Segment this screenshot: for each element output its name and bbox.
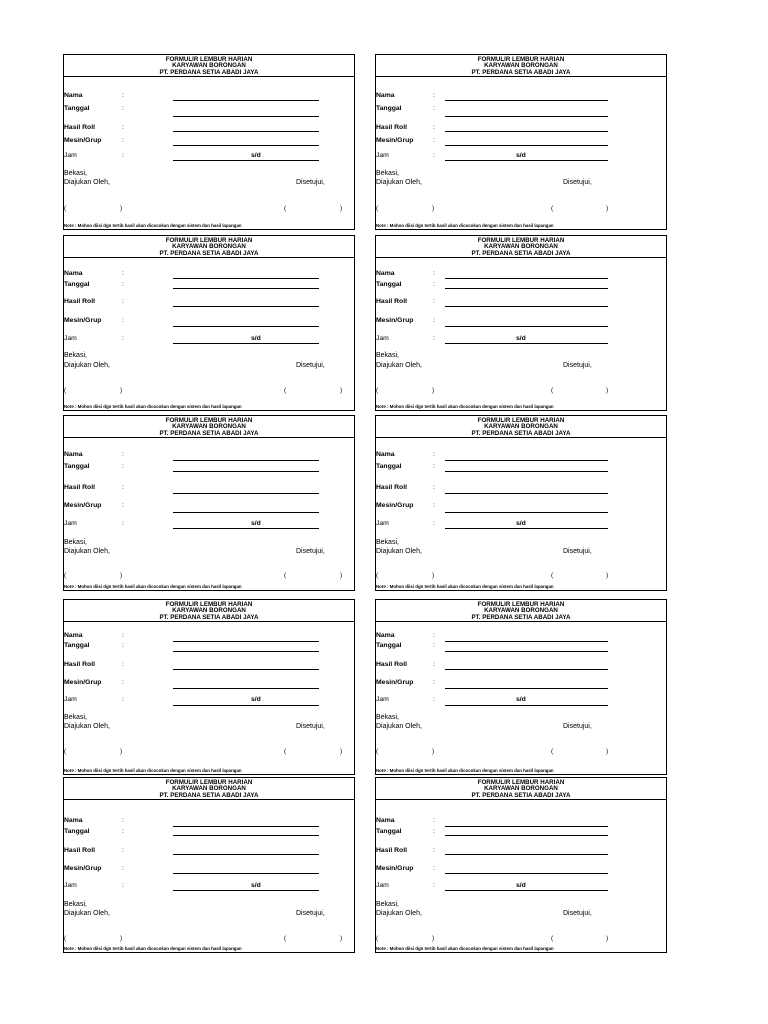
colon: :: [122, 281, 124, 288]
mesin-grup-field-line[interactable]: [173, 512, 319, 513]
approved-by-label: Disetujui,: [296, 548, 325, 555]
label-jam: Jam: [376, 152, 389, 159]
company-name: PT. PERDANA SETIA ABADI JAYA: [471, 69, 571, 77]
jam-field-line[interactable]: [445, 528, 608, 529]
nama-field-line[interactable]: [445, 100, 608, 101]
colon: :: [122, 298, 124, 305]
colon: :: [122, 882, 124, 889]
colon: :: [433, 152, 435, 159]
colon: :: [122, 92, 124, 99]
label-jam: Jam: [64, 335, 77, 342]
colon: :: [122, 317, 124, 324]
form-title: FORMULIR LEMBUR HARIAN: [477, 236, 565, 244]
colon: :: [122, 661, 124, 668]
signature-paren-close: ): [432, 572, 435, 579]
label-mesin-grup: Mesin/Grup: [64, 865, 102, 872]
colon: :: [122, 847, 124, 854]
colon: :: [122, 463, 124, 470]
overtime-form-2: [375, 54, 667, 230]
label-tanggal: Tanggal: [376, 642, 402, 649]
overtime-form-6: [375, 415, 667, 591]
until-label: s/d: [251, 696, 261, 703]
tanggal-field-line[interactable]: [445, 288, 608, 289]
signature-paren-close: ): [432, 748, 435, 755]
city-label: Bekasi,: [64, 714, 87, 721]
city-label: Bekasi,: [64, 352, 87, 359]
mesin-grup-field-line[interactable]: [445, 873, 608, 874]
company-name: PT. PERDANA SETIA ABADI JAYA: [471, 614, 571, 622]
label-hasil-roll: Hasil Roll: [64, 124, 95, 131]
label-hasil-roll: Hasil Roll: [376, 661, 407, 668]
signature-paren-open: (: [551, 205, 554, 212]
nama-field-line[interactable]: [445, 278, 608, 279]
hasil-roll-field-line[interactable]: [173, 131, 319, 132]
until-label: s/d: [251, 882, 261, 889]
mesin-grup-field-line[interactable]: [445, 688, 608, 689]
until-label: s/d: [516, 520, 526, 527]
label-mesin-grup: Mesin/Grup: [376, 679, 414, 686]
hasil-roll-field-line[interactable]: [173, 306, 319, 307]
company-name: PT. PERDANA SETIA ABADI JAYA: [159, 250, 259, 258]
nama-field-line[interactable]: [173, 100, 319, 101]
company-name: PT. PERDANA SETIA ABADI JAYA: [471, 250, 571, 258]
city-label: Bekasi,: [376, 539, 399, 546]
jam-field-line[interactable]: [445, 705, 608, 706]
form-title: FORMULIR LEMBUR HARIAN: [477, 55, 565, 63]
jam-field-line[interactable]: [173, 890, 319, 891]
mesin-grup-field-line[interactable]: [173, 326, 319, 327]
label-nama: Nama: [376, 92, 395, 99]
until-label: s/d: [516, 696, 526, 703]
colon: :: [433, 642, 435, 649]
form-header: [376, 236, 666, 258]
label-jam: Jam: [64, 882, 77, 889]
label-mesin-grup: Mesin/Grup: [376, 137, 414, 144]
mesin-grup-field-line[interactable]: [173, 145, 319, 146]
hasil-roll-field-line[interactable]: [445, 493, 608, 494]
until-label: s/d: [516, 882, 526, 889]
label-jam: Jam: [376, 882, 389, 889]
colon: :: [433, 484, 435, 491]
approved-by-label: Disetujui,: [563, 910, 592, 917]
signature-paren-open: (: [284, 205, 287, 212]
hasil-roll-field-line[interactable]: [445, 306, 608, 307]
label-tanggal: Tanggal: [64, 105, 90, 112]
colon: :: [122, 105, 124, 112]
nama-field-line[interactable]: [445, 460, 608, 461]
label-tanggal: Tanggal: [64, 642, 90, 649]
signature-paren-open: (: [551, 572, 554, 579]
jam-field-line[interactable]: [445, 160, 608, 161]
colon: :: [433, 105, 435, 112]
form-subtitle: KARYAWAN BORONGAN: [172, 423, 246, 431]
signature-paren-open: (: [376, 387, 379, 394]
label-tanggal: Tanggal: [376, 105, 402, 112]
jam-field-line[interactable]: [173, 343, 319, 344]
form-note: Note : Mohon diisi dgn tertib hasil akan dicocokan dengan sistem dan hasil lapangan: [376, 584, 554, 589]
label-hasil-roll: Hasil Roll: [376, 298, 407, 305]
form-header: [376, 55, 666, 77]
jam-field-line[interactable]: [173, 528, 319, 529]
jam-field-line[interactable]: [173, 705, 319, 706]
overtime-form-9: [63, 777, 355, 953]
overtime-form-1: [63, 54, 355, 230]
signature-paren-close: ): [120, 748, 123, 755]
signature-paren-close: ): [340, 387, 343, 394]
colon: :: [122, 632, 124, 639]
submitted-by-label: Diajukan Oleh,: [376, 362, 422, 369]
hasil-roll-field-line[interactable]: [173, 493, 319, 494]
colon: :: [433, 298, 435, 305]
jam-field-line[interactable]: [173, 160, 319, 161]
colon: :: [122, 865, 124, 872]
label-jam: Jam: [64, 696, 77, 703]
colon: :: [433, 847, 435, 854]
nama-field-line[interactable]: [173, 641, 319, 642]
form-subtitle: KARYAWAN BORONGAN: [484, 243, 558, 251]
tanggal-field-line[interactable]: [173, 288, 319, 289]
signature-paren-open: (: [376, 748, 379, 755]
nama-field-line[interactable]: [445, 826, 608, 827]
label-tanggal: Tanggal: [64, 281, 90, 288]
colon: :: [433, 696, 435, 703]
colon: :: [122, 817, 124, 824]
label-jam: Jam: [64, 152, 77, 159]
colon: :: [122, 642, 124, 649]
submitted-by-label: Diajukan Oleh,: [376, 910, 422, 917]
until-label: s/d: [516, 335, 526, 342]
label-hasil-roll: Hasil Roll: [64, 298, 95, 305]
signature-paren-open: (: [64, 205, 67, 212]
signature-paren-open: (: [64, 748, 67, 755]
colon: :: [122, 335, 124, 342]
signature-paren-close: ): [120, 935, 123, 942]
colon: :: [433, 281, 435, 288]
colon: :: [433, 632, 435, 639]
form-subtitle: KARYAWAN BORONGAN: [484, 423, 558, 431]
colon: :: [433, 502, 435, 509]
label-hasil-roll: Hasil Roll: [64, 847, 95, 854]
label-nama: Nama: [376, 632, 395, 639]
overtime-form-4: [375, 235, 667, 411]
city-label: Bekasi,: [64, 170, 87, 177]
label-nama: Nama: [64, 92, 83, 99]
company-name: PT. PERDANA SETIA ABADI JAYA: [159, 430, 259, 438]
signature-paren-close: ): [432, 387, 435, 394]
overtime-form-3: [63, 235, 355, 411]
submitted-by-label: Diajukan Oleh,: [64, 548, 110, 555]
form-subtitle: KARYAWAN BORONGAN: [484, 785, 558, 793]
signature-paren-close: ): [340, 572, 343, 579]
submitted-by-label: Diajukan Oleh,: [376, 723, 422, 730]
form-title: FORMULIR LEMBUR HARIAN: [477, 416, 565, 424]
form-header: [64, 55, 354, 77]
label-hasil-roll: Hasil Roll: [64, 484, 95, 491]
until-label: s/d: [251, 335, 261, 342]
form-note: Note : Mohon diisi dgn tertib hasil akan dicocokan dengan sistem dan hasil lapangan: [64, 404, 242, 409]
tanggal-field-line[interactable]: [445, 835, 608, 836]
company-name: PT. PERDANA SETIA ABADI JAYA: [159, 69, 259, 77]
overtime-form-8: [375, 599, 667, 775]
submitted-by-label: Diajukan Oleh,: [64, 179, 110, 186]
hasil-roll-field-line[interactable]: [445, 131, 608, 132]
submitted-by-label: Diajukan Oleh,: [376, 179, 422, 186]
signature-paren-close: ): [120, 572, 123, 579]
label-hasil-roll: Hasil Roll: [376, 124, 407, 131]
label-nama: Nama: [376, 451, 395, 458]
submitted-by-label: Diajukan Oleh,: [376, 548, 422, 555]
overtime-form-7: [63, 599, 355, 775]
company-name: PT. PERDANA SETIA ABADI JAYA: [471, 792, 571, 800]
signature-paren-close: ): [120, 387, 123, 394]
nama-field-line[interactable]: [173, 278, 319, 279]
tanggal-field-line[interactable]: [173, 471, 319, 472]
signature-paren-close: ): [606, 935, 609, 942]
submitted-by-label: Diajukan Oleh,: [64, 362, 110, 369]
hasil-roll-field-line[interactable]: [173, 669, 319, 670]
label-nama: Nama: [64, 632, 83, 639]
form-title: FORMULIR LEMBUR HARIAN: [477, 600, 565, 608]
city-label: Bekasi,: [376, 352, 399, 359]
colon: :: [433, 124, 435, 131]
signature-paren-close: ): [606, 387, 609, 394]
colon: :: [433, 92, 435, 99]
approved-by-label: Disetujui,: [296, 179, 325, 186]
form-title: FORMULIR LEMBUR HARIAN: [165, 600, 253, 608]
colon: :: [122, 696, 124, 703]
label-mesin-grup: Mesin/Grup: [64, 317, 102, 324]
hasil-roll-field-line[interactable]: [173, 854, 319, 855]
approved-by-label: Disetujui,: [296, 723, 325, 730]
signature-paren-open: (: [284, 572, 287, 579]
form-subtitle: KARYAWAN BORONGAN: [172, 62, 246, 70]
signature-paren-open: (: [284, 748, 287, 755]
form-title: FORMULIR LEMBUR HARIAN: [477, 778, 565, 786]
label-tanggal: Tanggal: [64, 828, 90, 835]
hasil-roll-field-line[interactable]: [445, 854, 608, 855]
label-nama: Nama: [376, 270, 395, 277]
form-subtitle: KARYAWAN BORONGAN: [172, 607, 246, 615]
overtime-form-10: [375, 777, 667, 953]
colon: :: [433, 317, 435, 324]
colon: :: [122, 124, 124, 131]
signature-paren-open: (: [284, 935, 287, 942]
company-name: PT. PERDANA SETIA ABADI JAYA: [471, 430, 571, 438]
label-hasil-roll: Hasil Roll: [376, 484, 407, 491]
colon: :: [122, 520, 124, 527]
tanggal-field-line[interactable]: [445, 651, 608, 652]
overtime-form-5: [63, 415, 355, 591]
form-note: Note : Mohon diisi dgn tertib hasil akan dicocokan dengan sistem dan hasil lapangan: [64, 584, 242, 589]
signature-paren-open: (: [376, 935, 379, 942]
label-tanggal: Tanggal: [64, 463, 90, 470]
signature-paren-open: (: [64, 572, 67, 579]
label-jam: Jam: [64, 520, 77, 527]
form-subtitle: KARYAWAN BORONGAN: [484, 607, 558, 615]
colon: :: [433, 520, 435, 527]
signature-paren-open: (: [376, 205, 379, 212]
signature-paren-close: ): [340, 748, 343, 755]
label-nama: Nama: [64, 817, 83, 824]
colon: :: [122, 502, 124, 509]
until-label: s/d: [516, 152, 526, 159]
form-note: Note : Mohon diisi dgn tertib hasil akan dicocokan dengan sistem dan hasil lapangan: [376, 768, 554, 773]
form-note: Note : Mohon diisi dgn tertib hasil akan dicocokan dengan sistem dan hasil lapangan: [376, 223, 554, 228]
form-header: [64, 600, 354, 622]
form-subtitle: KARYAWAN BORONGAN: [172, 785, 246, 793]
form-header: [376, 778, 666, 800]
label-nama: Nama: [64, 270, 83, 277]
signature-paren-open: (: [551, 387, 554, 394]
city-label: Bekasi,: [64, 539, 87, 546]
company-name: PT. PERDANA SETIA ABADI JAYA: [159, 614, 259, 622]
signature-paren-close: ): [606, 572, 609, 579]
colon: :: [433, 828, 435, 835]
signature-paren-close: ): [432, 935, 435, 942]
label-nama: Nama: [64, 451, 83, 458]
form-note: Note : Mohon diisi dgn tertib hasil akan dicocokan dengan sistem dan hasil lapangan: [64, 768, 242, 773]
approved-by-label: Disetujui,: [563, 548, 592, 555]
nama-field-line[interactable]: [445, 641, 608, 642]
colon: :: [122, 828, 124, 835]
approved-by-label: Disetujui,: [563, 179, 592, 186]
colon: :: [122, 152, 124, 159]
jam-field-line[interactable]: [445, 890, 608, 891]
label-mesin-grup: Mesin/Grup: [64, 502, 102, 509]
label-nama: Nama: [376, 817, 395, 824]
form-title: FORMULIR LEMBUR HARIAN: [165, 416, 253, 424]
colon: :: [433, 817, 435, 824]
label-jam: Jam: [376, 335, 389, 342]
mesin-grup-field-line[interactable]: [445, 145, 608, 146]
form-title: FORMULIR LEMBUR HARIAN: [165, 55, 253, 63]
label-tanggal: Tanggal: [376, 828, 402, 835]
submitted-by-label: Diajukan Oleh,: [64, 910, 110, 917]
colon: :: [433, 335, 435, 342]
label-mesin-grup: Mesin/Grup: [64, 137, 102, 144]
mesin-grup-field-line[interactable]: [445, 512, 608, 513]
tanggal-field-line[interactable]: [173, 651, 319, 652]
signature-paren-open: (: [551, 748, 554, 755]
form-header: [376, 416, 666, 438]
label-mesin-grup: Mesin/Grup: [376, 317, 414, 324]
tanggal-field-line[interactable]: [173, 116, 319, 117]
form-header: [64, 236, 354, 258]
form-subtitle: KARYAWAN BORONGAN: [484, 62, 558, 70]
colon: :: [122, 451, 124, 458]
form-header: [376, 600, 666, 622]
colon: :: [433, 882, 435, 889]
mesin-grup-field-line[interactable]: [173, 873, 319, 874]
colon: :: [122, 270, 124, 277]
label-tanggal: Tanggal: [376, 463, 402, 470]
signature-paren-open: (: [284, 387, 287, 394]
colon: :: [433, 865, 435, 872]
label-jam: Jam: [376, 520, 389, 527]
signature-paren-open: (: [551, 935, 554, 942]
jam-field-line[interactable]: [445, 343, 608, 344]
colon: :: [433, 463, 435, 470]
form-note: Note : Mohon diisi dgn tertib hasil akan dicocokan dengan sistem dan hasil lapangan: [376, 946, 554, 951]
colon: :: [433, 661, 435, 668]
form-note: Note : Mohon diisi dgn tertib hasil akan dicocokan dengan sistem dan hasil lapangan: [64, 946, 242, 951]
approved-by-label: Disetujui,: [296, 362, 325, 369]
submitted-by-label: Diajukan Oleh,: [64, 723, 110, 730]
approved-by-label: Disetujui,: [563, 362, 592, 369]
tanggal-field-line[interactable]: [445, 471, 608, 472]
form-title: FORMULIR LEMBUR HARIAN: [165, 236, 253, 244]
colon: :: [433, 679, 435, 686]
city-label: Bekasi,: [376, 901, 399, 908]
form-header: [64, 778, 354, 800]
hasil-roll-field-line[interactable]: [445, 669, 608, 670]
signature-paren-close: ): [432, 205, 435, 212]
signature-paren-open: (: [64, 387, 67, 394]
signature-paren-close: ): [340, 205, 343, 212]
signature-paren-close: ): [606, 748, 609, 755]
signature-paren-close: ): [606, 205, 609, 212]
signature-paren-open: (: [64, 935, 67, 942]
signature-paren-close: ): [120, 205, 123, 212]
form-note: Note : Mohon diisi dgn tertib hasil akan dicocokan dengan sistem dan hasil lapangan: [64, 223, 242, 228]
colon: :: [433, 270, 435, 277]
form-note: Note : Mohon diisi dgn tertib hasil akan dicocokan dengan sistem dan hasil lapangan: [376, 404, 554, 409]
company-name: PT. PERDANA SETIA ABADI JAYA: [159, 792, 259, 800]
label-mesin-grup: Mesin/Grup: [376, 502, 414, 509]
form-header: [64, 416, 354, 438]
colon: :: [122, 679, 124, 686]
label-jam: Jam: [376, 696, 389, 703]
mesin-grup-field-line[interactable]: [173, 688, 319, 689]
city-label: Bekasi,: [376, 170, 399, 177]
colon: :: [433, 137, 435, 144]
label-mesin-grup: Mesin/Grup: [64, 679, 102, 686]
label-hasil-roll: Hasil Roll: [64, 661, 95, 668]
nama-field-line[interactable]: [173, 460, 319, 461]
signature-paren-close: ): [340, 935, 343, 942]
colon: :: [122, 484, 124, 491]
approved-by-label: Disetujui,: [563, 723, 592, 730]
approved-by-label: Disetujui,: [296, 910, 325, 917]
until-label: s/d: [251, 520, 261, 527]
tanggal-field-line[interactable]: [445, 116, 608, 117]
city-label: Bekasi,: [64, 901, 87, 908]
city-label: Bekasi,: [376, 714, 399, 721]
tanggal-field-line[interactable]: [173, 835, 319, 836]
nama-field-line[interactable]: [173, 826, 319, 827]
label-mesin-grup: Mesin/Grup: [376, 865, 414, 872]
form-title: FORMULIR LEMBUR HARIAN: [165, 778, 253, 786]
colon: :: [433, 451, 435, 458]
label-hasil-roll: Hasil Roll: [376, 847, 407, 854]
mesin-grup-field-line[interactable]: [445, 326, 608, 327]
signature-paren-open: (: [376, 572, 379, 579]
until-label: s/d: [251, 152, 261, 159]
label-tanggal: Tanggal: [376, 281, 402, 288]
colon: :: [122, 137, 124, 144]
form-subtitle: KARYAWAN BORONGAN: [172, 243, 246, 251]
